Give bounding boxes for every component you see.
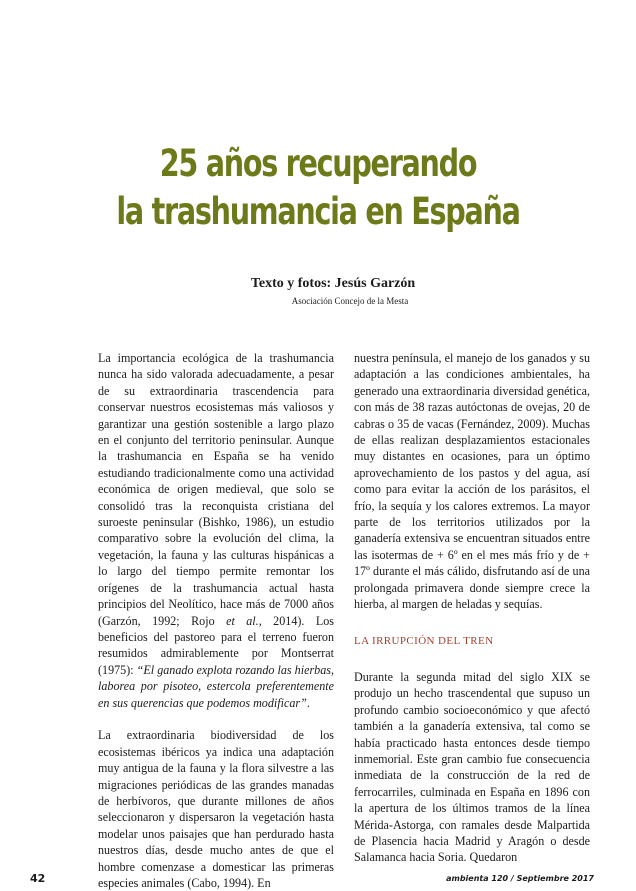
left-column (98, 350, 334, 891)
article-title-line-1: 25 años recuperando (159, 142, 477, 185)
article-title-line-2: la trashumancia en España (116, 190, 520, 233)
paragraph-1 (98, 350, 334, 711)
magazine-footer: ambienta 120 / Septiembre 2017 (446, 874, 594, 883)
right-column (354, 350, 590, 866)
article-title (45, 140, 592, 236)
paragraph-4: Durante la segunda mitad del siglo XIX se produjo un hecho trascendental que supuso un profundo cambio socioeconómico y que afectó también a la ganadería extensiva, tal como se había practicado hasta entonces desde tiempo inmemorial. Este gran cambio fue consecuencia inmediata de la construcción de la red de ferrocarriles, culminada en España en 1896 con la apertura de los últimos tramos de la línea Mérida-Astorga, con ramales desde Malpartida de Plasencia hacia Madrid y Aragón o desde Salamanca hacia Soria. Quedaron (354, 669, 590, 865)
section-heading: LA IRRUPCIÓN DEL TREN (354, 634, 494, 647)
paragraph-3: nuestra península, el manejo de los ganados y su adaptación a las condiciones ambientales, ha generado una extraordinaria diversidad genética, con más de 38 razas autóctonas de ovejas, 20 de cabras o 35 de vacas (Fernández, 2009). Muchas de ellas realizan desplazamientos estacionales muy distantes en ocasiones, para un óptimo aprovechamiento de los pastos y del agua, así como para evitar la acción de los parásitos, el frío, la sequía y los calores extremos. La mayor parte de los territorios utilizados por la ganadería extensiva se encuentran situados entre las isotermas de + 6º en el mes más frío y de + 17º durante el más cálido, disfrutando así de una prolongada primavera donde siempre crece la hierba, al margen de heladas y sequías. (354, 351, 590, 612)
paragraph-1-text-cont: , 2014). Los beneficios del pastoreo para el terreno fueron resumidos admirablemente por Montserrat (1975): (98, 613, 335, 677)
paragraph-1-text: La importancia ecológica de la trashumancia nunca ha sido valorada adecuadamente, a pesar de su extraordinaria trascendencia para conservar nuestros ecosistemas más valiosos y garantizar una gestión sostenible a largo plazo en el conjunto del territorio peninsular. Aunque la trashumancia en España se ha venido estudiando tradicionalmente como una actividad económica de origen medieval, que solo se consolidó tras la reconquista cristiana del suroeste peninsular (Bishko, 1986), un estudio comparativo sobre la evolución del clima, la vegetación, la fauna y las culturas hispánicas a lo largo del tiempo permite remontar los orígenes de la trashumancia actual hasta principios del Neolítico, hace más de 7000 años (Garzón, 1992; Rojo (98, 351, 334, 628)
author-affiliation: Asociación Concejo de la Mesta (291, 296, 409, 306)
byline: Texto y fotos: Jesús Garzón (250, 276, 416, 291)
paragraph-2: La extraordinaria biodiversidad de los ecosistemas ibéricos ya indica una adaptación muy antigua de la fauna y la flora silvestre a las migraciones periódicas de las grandes manadas de herbívoros, que durante millones de años seleccionaron y dispersaron la vegetación hasta modelar unos paisajes que han perdurado hasta nuestros días, desde mucho antes de que el hombre comenzase a domesticar las primeras especies animales (Cabo, 1994). En (98, 728, 334, 890)
page-number: 42 (30, 872, 46, 885)
montserrat-quote: “El ganado explota rozando las hierbas, laborea por pisoteo, estercola preferentemente en sus querencias que podemos modificar” (98, 662, 334, 710)
paragraph-1-end: . (306, 695, 310, 710)
et-al-italic: et al. (226, 613, 259, 628)
